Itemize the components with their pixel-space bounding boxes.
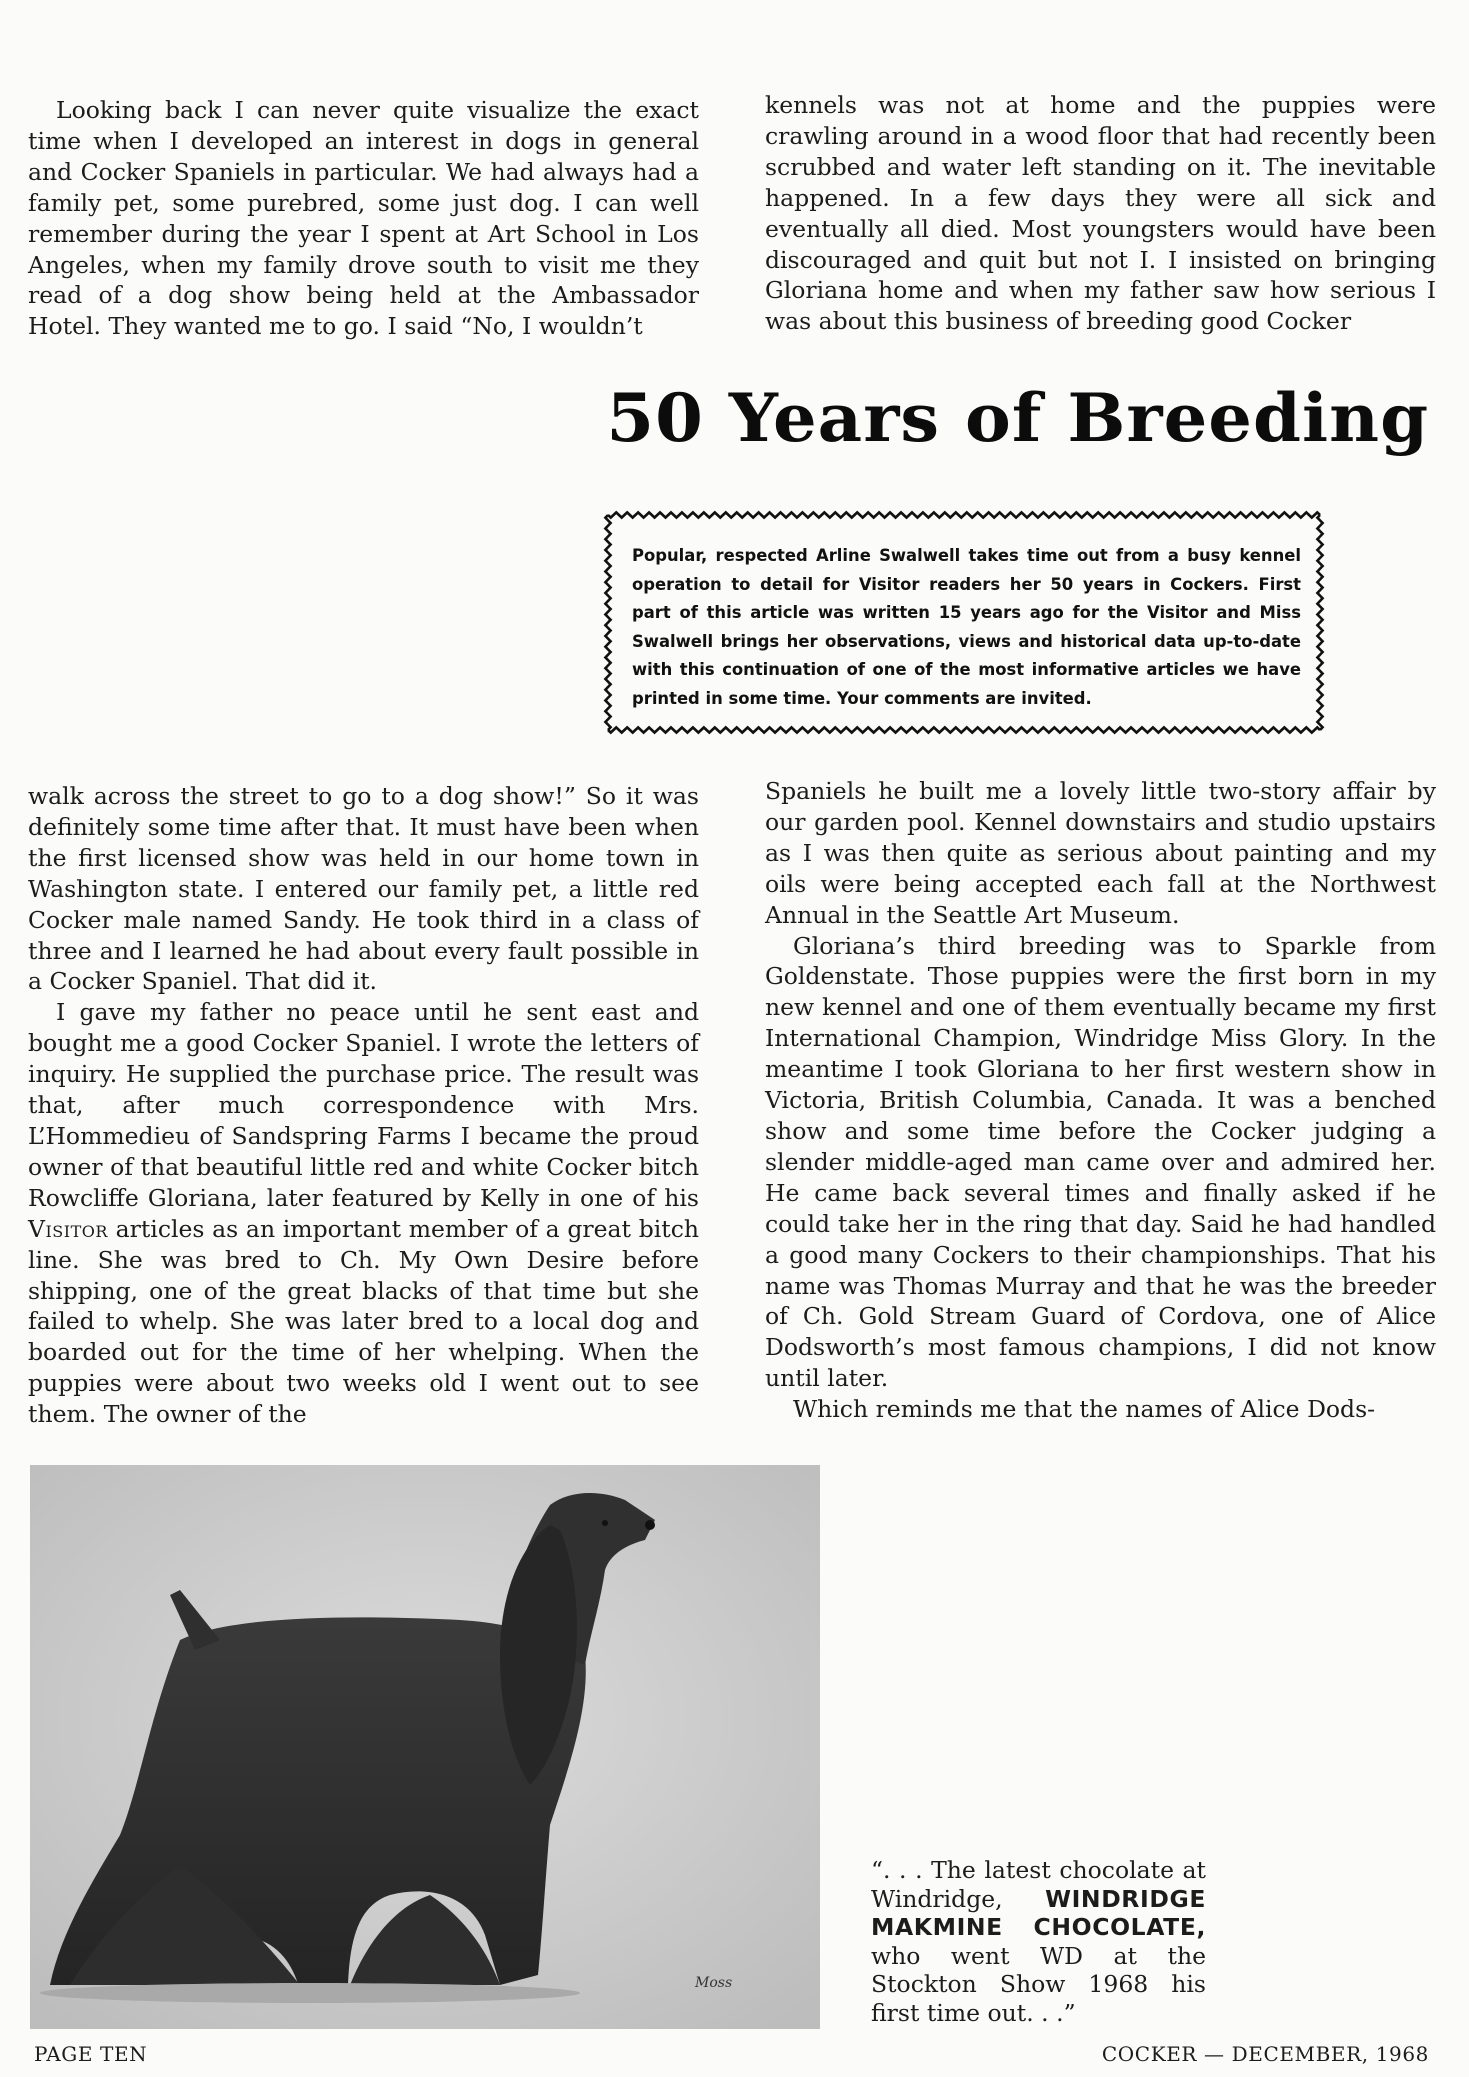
wavy-border-edge: [1317, 515, 1322, 730]
paragraph: [28, 997, 699, 1430]
cocker-spaniel-illustration: [30, 1465, 820, 2029]
artist-signature: Moss: [695, 1975, 733, 1991]
wavy-border-edge: [605, 515, 610, 730]
paragraph: walk across the street to go to a dog show!” So it was definitely some time after that. It must have been when the first licensed show was held in our home town in Washington state. I entered our family pet, a little red Cocker male named Sandy. He took third in a class of three and I learned he had about every fault possible in a Cocker Spaniel. That did it.: [28, 782, 699, 996]
dog-name: WINDRIDGE MAKMINE CHOCOLATE,: [871, 1884, 1206, 1942]
top-right-column: [765, 90, 1436, 337]
photo-caption: [871, 1856, 1206, 2028]
page-number: PAGE TEN: [34, 2042, 148, 2066]
paragraph: Spaniels he built me a lovely little two-story affair by our garden pool. Kennel downstairs and studio upstairs as I was then quite as serious about painting and my oils were being accepted each fall at the Northwest Annual in the Seattle Art Museum.: [765, 777, 1436, 929]
intro-box: [602, 509, 1326, 736]
paragraph: Looking back I can never quite visualize the exact time when I developed an interest in dogs in general and Cocker Spaniels in particular. We had always had a family pet, some purebred, some just dog. I can well remember during the year I spent at Art School in Los Angeles, when my family drove south to visit me they read of a dog show being held at the Ambassador Hotel. They wanted me to go. I said “No, I wouldn’t: [28, 96, 699, 341]
caption-text: who went WD at the Stockton Show 1968 his first time out. . .”: [871, 1941, 1206, 2027]
wavy-border-edge: [608, 727, 1320, 732]
caption-text: “. . . The latest chocolate at Windridge,: [871, 1856, 1206, 1913]
text-run: I gave my father no peace until he sent east and bought me a good Cocker Spaniel. I wrote the letters of inquiry. He supplied the purchase price. The result was that, after much correspondence with Mrs. L’Hommedieu of Sandspring Farms I became the proud owner of that beautiful little red and white Cocker bitch Rowcliffe Gloriana, later featured by Kelly in one of his: [28, 998, 699, 1212]
issue-line: COCKER — DECEMBER, 1968: [1101, 2042, 1429, 2066]
wavy-border-edge: [608, 512, 1320, 517]
mid-left-column: [28, 781, 699, 1430]
top-left-column: [28, 95, 699, 342]
paragraph: Which reminds me that the names of Alice Dods-: [793, 1395, 1376, 1424]
paragraph: kennels was not at home and the puppies were crawling around in a wood floor that had recently been scrubbed and water left standing on it. The inevitable happened. In a few days they were all sick and eventually all died. Most youngsters would have been discouraged and quit but not I. I insisted on bringing Gloriana home and when my father saw how serious I was about this business of breeding good Cocker: [765, 91, 1436, 336]
article-title: 50 Years of Breeding: [606, 379, 1429, 457]
text-run: articles as an important member of a great bitch line. She was bred to Ch. My Own Desire before shipping, one of the great blacks of that time but she failed to whelp. She was later bred to a local dog and boarded out for the time of her whelping. When the puppies were about two weeks old I went out to see them. The owner of the: [28, 1214, 699, 1429]
paragraph: Gloriana’s third breeding was to Sparkle from Goldenstate. Those puppies were the first born in my new kennel and one of them eventually became my first International Champion, Windridge Miss Glory. In the meantime I took Gloriana to her first western show in Victoria, British Columbia, Canada. It was a benched show and some time before the Cocker judging a slender middle-aged man came over and admired her. He came back several times and finally asked if he could take her in the ring that day. Said he had handled a good many Cockers to their championships. That his name was Thomas Murray and that he was the breeder of Ch. Gold Stream Guard of Cordova, one of Alice Dodsworth’s most famous champions, I did not know until later.: [765, 931, 1436, 1393]
visitor-name: Visitor: [28, 1214, 108, 1243]
mid-right-column: [765, 776, 1436, 1425]
intro-text: Popular, respected Arline Swalwell takes time out from a busy kennel operation to detail for Visitor readers her 50 years in Cockers. First part of this article was written 15 years ago for the Visitor and Miss Swalwell brings her observations, views and historical data up-to-date with this continuation of one of the most informative articles we have printed in some time. Your comments are invited.: [632, 546, 1301, 708]
dog-photo: [30, 1465, 820, 2029]
